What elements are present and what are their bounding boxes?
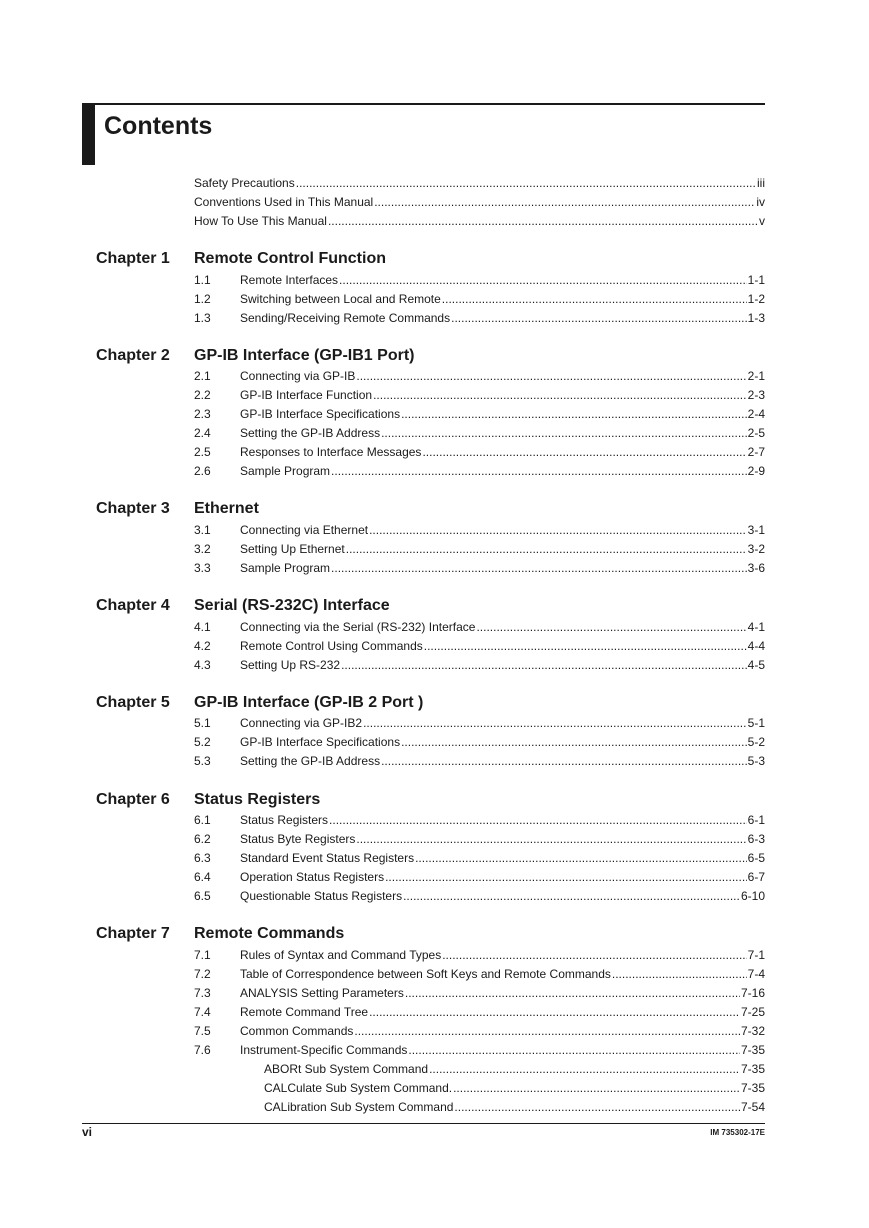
toc-entry[interactable]: 5.3 Setting the GP-IB Address ..... 5-3 <box>194 754 765 769</box>
chapter-title[interactable]: Serial (RS-232C) Interface <box>194 597 390 614</box>
toc-entry-conventions[interactable]: Conventions Used in This Manual ..... iv <box>194 195 765 210</box>
toc-entry[interactable]: 1.2 Switching between Local and Remote ..... 1-2 <box>194 292 765 307</box>
toc-entry[interactable]: 2.4 Setting the GP-IB Address ..... 2-5 <box>194 426 765 441</box>
chapter-label: Chapter 7 <box>96 925 170 942</box>
toc-entry[interactable]: 7.5 Common Commands ..... 7-32 <box>194 1024 765 1039</box>
title-rule <box>95 103 765 105</box>
toc-entry[interactable]: 1.1 Remote Interfaces ..... 1-1 <box>194 273 765 288</box>
chapter-title[interactable]: GP-IB Interface (GP-IB 2 Port ) <box>194 694 424 711</box>
chapter-title[interactable]: GP-IB Interface (GP-IB1 Port) <box>194 347 415 364</box>
toc-entry[interactable]: 6.2 Status Byte Registers ..... 6-3 <box>194 832 765 847</box>
chapter-label: Chapter 1 <box>96 250 170 267</box>
page-title: Contents <box>104 112 213 140</box>
toc-entry[interactable]: 3.3 Sample Program ..... 3-6 <box>194 561 765 576</box>
toc-entry[interactable]: 2.6 Sample Program ..... 2-9 <box>194 464 765 479</box>
toc-entry[interactable]: 6.4 Operation Status Registers ..... 6-7 <box>194 870 765 885</box>
toc-entry[interactable]: 5.1 Connecting via GP-IB2 ..... 5-1 <box>194 716 765 731</box>
toc-subentry[interactable]: CALibration Sub System Command ..... 7-54 <box>264 1100 765 1115</box>
toc-subentry[interactable]: ABORt Sub System Command ..... 7-35 <box>264 1062 765 1077</box>
toc-entry[interactable]: 6.1 Status Registers ..... 6-1 <box>194 813 765 828</box>
toc-entry[interactable]: 4.2 Remote Control Using Commands ..... 4-4 <box>194 639 765 654</box>
toc-entry-how-to-use[interactable]: How To Use This Manual ..... v <box>194 214 765 229</box>
toc-entry[interactable]: 6.3 Standard Event Status Registers ..... 6-5 <box>194 851 765 866</box>
toc-entry[interactable]: 7.1 Rules of Syntax and Command Types ..... 7-1 <box>194 948 765 963</box>
chapter-label: Chapter 3 <box>96 500 170 517</box>
toc-entry[interactable]: 2.2 GP-IB Interface Function ..... 2-3 <box>194 388 765 403</box>
toc-entry[interactable]: 4.3 Setting Up RS-232 ..... 4-5 <box>194 658 765 673</box>
chapter-title[interactable]: Remote Control Function <box>194 250 386 267</box>
chapter-title[interactable]: Ethernet <box>194 500 259 517</box>
toc-entry[interactable]: 7.4 Remote Command Tree ..... 7-25 <box>194 1005 765 1020</box>
toc-entry[interactable]: 1.3 Sending/Receiving Remote Commands ..... 1-3 <box>194 311 765 326</box>
page-number: vi <box>82 1125 93 1139</box>
toc-entry[interactable]: 2.1 Connecting via GP-IB ..... 2-1 <box>194 369 765 384</box>
chapter-label: Chapter 4 <box>96 597 170 614</box>
document-id: IM 735302-17E <box>710 1128 765 1137</box>
toc-entry[interactable]: 3.1 Connecting via Ethernet ..... 3-1 <box>194 523 765 538</box>
chapter-label: Chapter 5 <box>96 694 170 711</box>
toc-entry[interactable]: 6.5 Questionable Status Registers ..... 6-10 <box>194 889 765 904</box>
toc-entry-safety[interactable]: Safety Precautions ..... iii <box>194 176 765 191</box>
toc-entry[interactable]: 2.5 Responses to Interface Messages ..... 2-7 <box>194 445 765 460</box>
chapter-title[interactable]: Status Registers <box>194 791 321 808</box>
title-accent-bar <box>82 103 95 165</box>
toc-entry[interactable]: 5.2 GP-IB Interface Specifications ..... 5-2 <box>194 735 765 750</box>
chapter-label: Chapter 6 <box>96 791 170 808</box>
toc-entry[interactable]: 7.3 ANALYSIS Setting Parameters ..... 7-16 <box>194 986 765 1001</box>
toc-entry[interactable]: 4.1 Connecting via the Serial (RS-232) Interface ..... 4-1 <box>194 620 765 635</box>
toc-entry[interactable]: 2.3 GP-IB Interface Specifications ..... 2-4 <box>194 407 765 422</box>
chapter-title[interactable]: Remote Commands <box>194 925 345 942</box>
footer-rule <box>82 1123 765 1124</box>
toc-entry[interactable]: 7.2 Table of Correspondence between Soft Keys and Remote Commands ..... 7-4 <box>194 967 765 982</box>
chapter-label: Chapter 2 <box>96 347 170 364</box>
toc-entry[interactable]: 7.6 Instrument-Specific Commands ..... 7-35 <box>194 1043 765 1058</box>
toc-entry[interactable]: 3.2 Setting Up Ethernet ..... 3-2 <box>194 542 765 557</box>
toc-subentry[interactable]: CALCulate Sub System Command. ..... 7-35 <box>264 1081 765 1096</box>
